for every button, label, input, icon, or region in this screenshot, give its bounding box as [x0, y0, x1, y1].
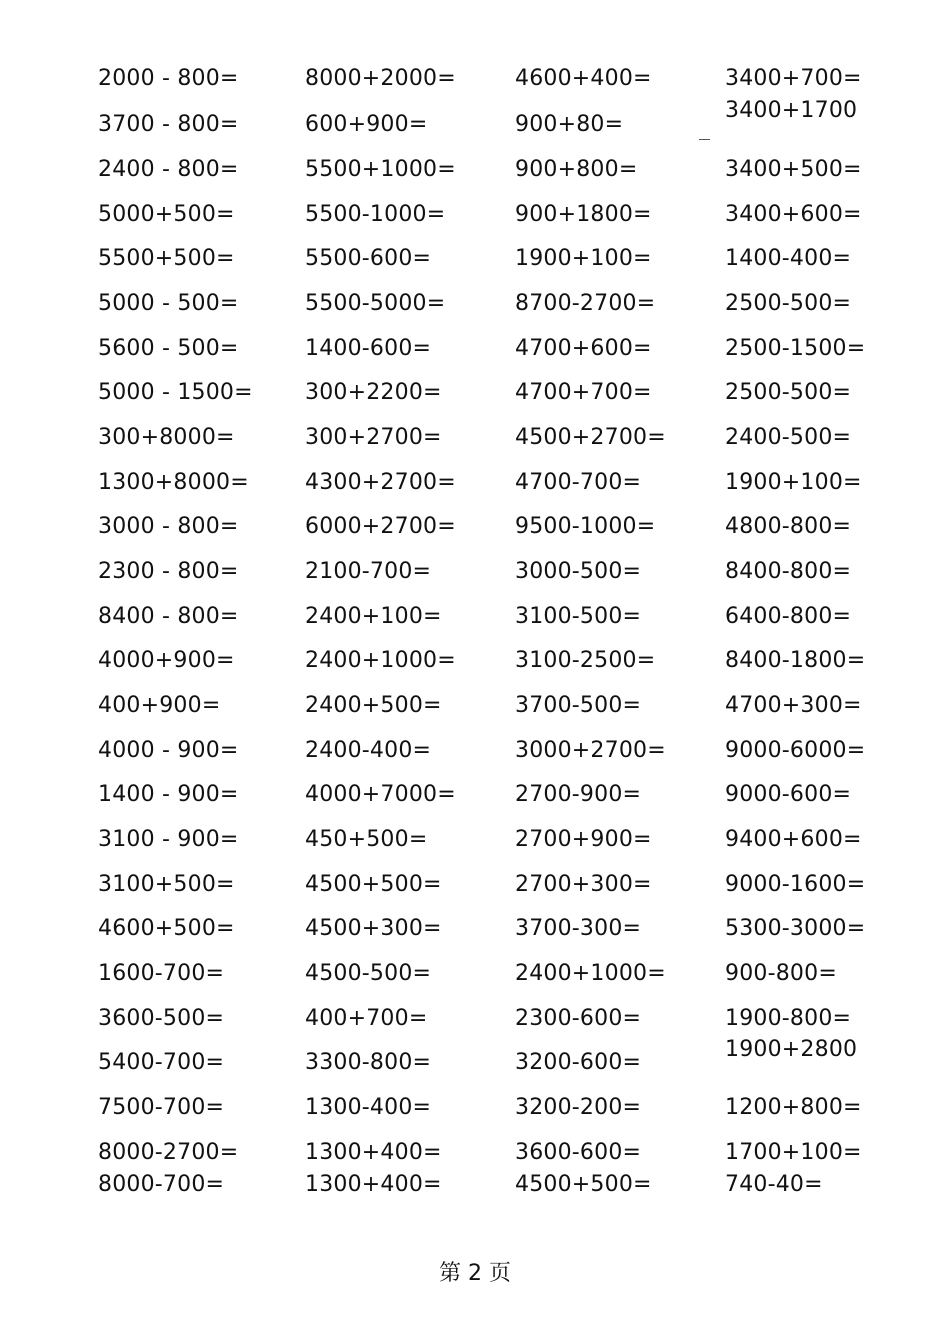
math-problem: 1900-800=	[725, 1006, 852, 1031]
math-problem: 4300+2700=	[305, 470, 456, 495]
math-problem: 900+1800=	[515, 202, 652, 227]
math-problem: 3000-500=	[515, 559, 642, 584]
math-problem: 5000+500=	[98, 202, 235, 227]
math-problem: 5500+1000=	[305, 157, 456, 182]
math-problem: 4700+700=	[515, 380, 652, 405]
math-problem: 9400+600=	[725, 827, 862, 852]
math-problem: 400+900=	[98, 693, 221, 718]
math-problem: 2300-600=	[515, 1006, 642, 1031]
math-problem: 2700+300=	[515, 872, 652, 897]
math-problem: 3000 - 800=	[98, 514, 239, 539]
math-problem: 2400-500=	[725, 425, 852, 450]
math-problem: 2100-700=	[305, 559, 432, 584]
math-problem: 900+80=	[515, 112, 624, 137]
math-problem: 300+2700=	[305, 425, 442, 450]
math-problem: 3400+500=	[725, 157, 862, 182]
math-problem: 1600-700=	[98, 961, 225, 986]
math-problem: 5500-5000=	[305, 291, 446, 316]
math-problem: 9000-1600=	[725, 872, 866, 897]
math-problem: 4000 - 900=	[98, 738, 239, 763]
math-problem: 4500+2700=	[515, 425, 666, 450]
math-problem: 2400-400=	[305, 738, 432, 763]
math-problem: 2400+100=	[305, 604, 442, 629]
math-problem: 300+2200=	[305, 380, 442, 405]
math-problem: 2400+1000=	[515, 961, 666, 986]
math-problem: 1300+400=	[305, 1140, 442, 1165]
math-problem: 9000-600=	[725, 782, 852, 807]
math-problem: 1300-400=	[305, 1095, 432, 1120]
math-problem: 3000+2700=	[515, 738, 666, 763]
math-problem: 3400+1700	[725, 98, 858, 123]
math-problem: 1300+400=	[305, 1172, 442, 1197]
math-problem: 5500-1000=	[305, 202, 446, 227]
math-problem: 4000+900=	[98, 648, 235, 673]
math-problem: 4500+300=	[305, 916, 442, 941]
math-problem: 1400-600=	[305, 336, 432, 361]
math-problem: 5000 - 500=	[98, 291, 239, 316]
math-problem: 5500+500=	[98, 246, 235, 271]
math-problem: 2300 - 800=	[98, 559, 239, 584]
math-problem: 8400-800=	[725, 559, 852, 584]
math-problem: 3100 - 900=	[98, 827, 239, 852]
math-problem: 4700+600=	[515, 336, 652, 361]
math-problem: 4600+400=	[515, 66, 652, 91]
math-problem: 2500-500=	[725, 380, 852, 405]
math-problem: 3400+700=	[725, 66, 862, 91]
math-problem: 4700-700=	[515, 470, 642, 495]
math-problem: 1900+100=	[515, 246, 652, 271]
math-problem: 900-800=	[725, 961, 837, 986]
stray-dash-mark	[699, 139, 710, 140]
math-problem: 9000-6000=	[725, 738, 866, 763]
math-problem: 5400-700=	[98, 1050, 225, 1075]
math-problem: 1900+100=	[725, 470, 862, 495]
math-problem: 4500+500=	[515, 1172, 652, 1197]
page-number: 第 2 页	[439, 1261, 511, 1286]
math-problem: 5500-600=	[305, 246, 432, 271]
math-problem: 5000 - 1500=	[98, 380, 253, 405]
math-problem: 8000+2000=	[305, 66, 456, 91]
math-problem: 3700-500=	[515, 693, 642, 718]
math-problem: 4000+7000=	[305, 782, 456, 807]
math-problem: 6400-800=	[725, 604, 852, 629]
math-problem: 2500-500=	[725, 291, 852, 316]
math-problem: 450+500=	[305, 827, 428, 852]
math-problem: 1700+100=	[725, 1140, 862, 1165]
math-problem: 900+800=	[515, 157, 638, 182]
math-problem: 2400+1000=	[305, 648, 456, 673]
math-problem: 1900+2800	[725, 1037, 858, 1062]
math-problem: 4600+500=	[98, 916, 235, 941]
math-problem: 5300-3000=	[725, 916, 866, 941]
math-problem: 4500+500=	[305, 872, 442, 897]
math-problem: 2700+900=	[515, 827, 652, 852]
math-problem: 9500-1000=	[515, 514, 656, 539]
math-problem: 3600-500=	[98, 1006, 225, 1031]
math-problem: 4500-500=	[305, 961, 432, 986]
math-problem: 3100-500=	[515, 604, 642, 629]
math-problem: 740-40=	[725, 1172, 823, 1197]
math-problem: 4700+300=	[725, 693, 862, 718]
math-problem: 3700 - 800=	[98, 112, 239, 137]
math-problem: 3100-2500=	[515, 648, 656, 673]
math-problem: 7500-700=	[98, 1095, 225, 1120]
math-problem: 1400-400=	[725, 246, 852, 271]
math-problem: 600+900=	[305, 112, 428, 137]
math-problem: 1400 - 900=	[98, 782, 239, 807]
math-problem: 2000 - 800=	[98, 66, 239, 91]
math-problem: 400+700=	[305, 1006, 428, 1031]
math-problem: 1200+800=	[725, 1095, 862, 1120]
math-problem: 8000-2700=	[98, 1140, 239, 1165]
math-problem: 3700-300=	[515, 916, 642, 941]
math-problem: 3600-600=	[515, 1140, 642, 1165]
math-problem: 8400-1800=	[725, 648, 866, 673]
math-problem: 2500-1500=	[725, 336, 866, 361]
math-problem: 3200-200=	[515, 1095, 642, 1120]
math-problem: 8400 - 800=	[98, 604, 239, 629]
math-problem: 3100+500=	[98, 872, 235, 897]
math-problem: 2400 - 800=	[98, 157, 239, 182]
math-problem: 2400+500=	[305, 693, 442, 718]
math-problem: 3400+600=	[725, 202, 862, 227]
math-problem: 5600 - 500=	[98, 336, 239, 361]
math-problem: 4800-800=	[725, 514, 852, 539]
math-problem: 300+8000=	[98, 425, 235, 450]
math-problem: 8700-2700=	[515, 291, 656, 316]
math-problem: 1300+8000=	[98, 470, 249, 495]
math-problem: 8000-700=	[98, 1172, 225, 1197]
math-problem: 3300-800=	[305, 1050, 432, 1075]
math-problem: 3200-600=	[515, 1050, 642, 1075]
math-problem: 6000+2700=	[305, 514, 456, 539]
math-problem: 2700-900=	[515, 782, 642, 807]
